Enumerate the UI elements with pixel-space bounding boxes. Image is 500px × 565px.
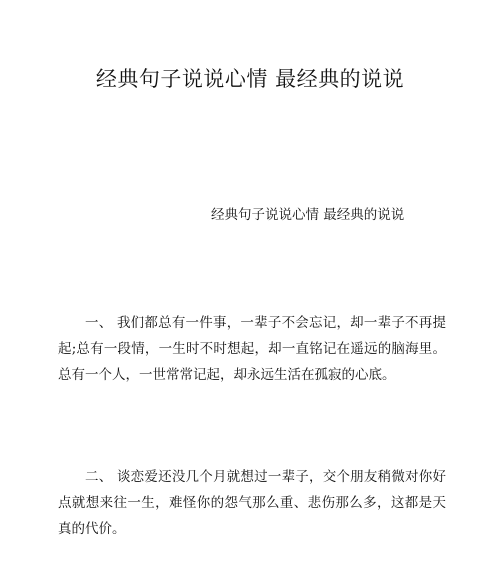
paragraph-2: 二、 谈恋爱还没几个月就想过一辈子，交个朋友稍微对你好点就想来往一生，难怪你的怨气那么重、悲伤那么多，这都是天真的代价。	[58, 469, 446, 537]
paragraph-1: 一、 我们都总有一件事，一辈子不会忘记，却一辈子不再提起;总有一段情，一生时不时想起，却一直铭记在遥远的脑海里。总有一个人，一世常常记起，却永远生活在孤寂的心底。	[58, 315, 446, 383]
document-title: 经典句子说说心情 最经典的说说	[95, 67, 405, 91]
document-subtitle: 经典句子说说心情 最经典的说说	[211, 207, 405, 223]
